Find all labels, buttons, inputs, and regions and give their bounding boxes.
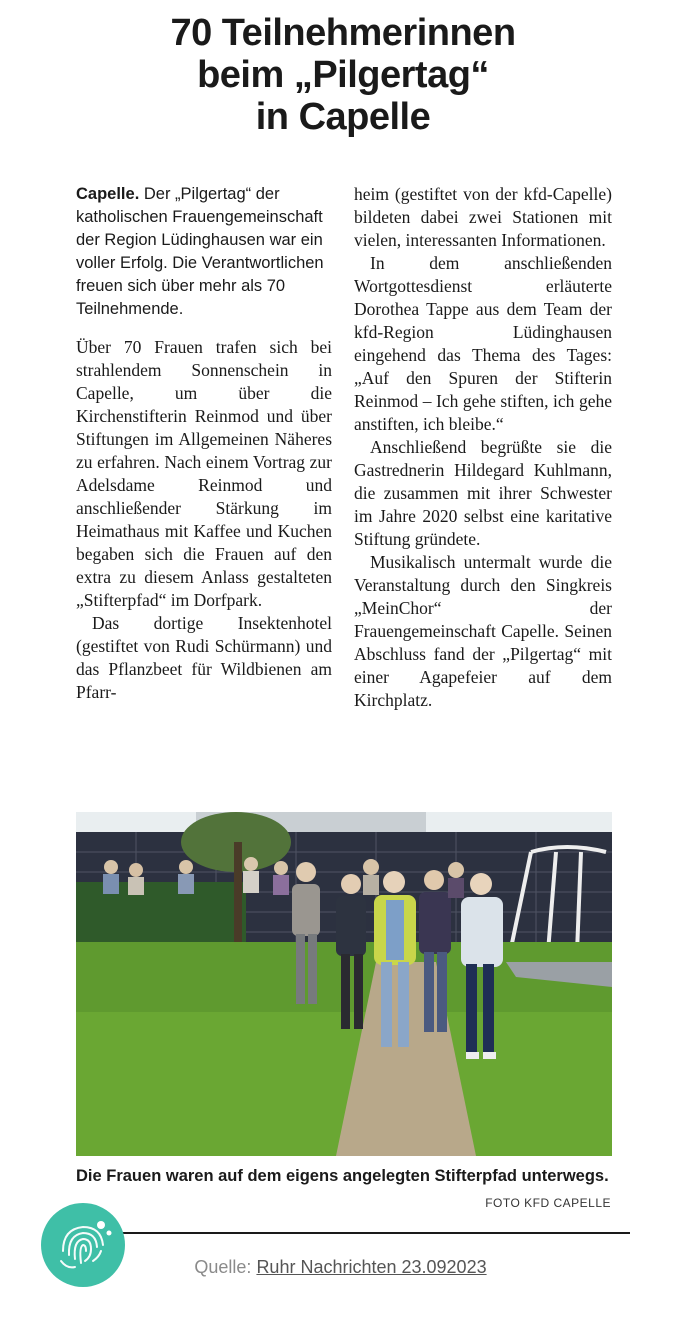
body-paragraph-2: Das dortige Insektenhotel (gestiftet von Rudi Schürmann) und das Pflanzbeet für Wildbienen am Pfarr- bbox=[76, 613, 332, 702]
photo-credit: FOTO KFD CAPELLE bbox=[485, 1196, 611, 1210]
source-line bbox=[0, 1257, 681, 1278]
divider-line bbox=[115, 1232, 630, 1234]
body-paragraph-3: In dem anschließenden Wortgottesdienst erläuterte Dorothea Tappe aus dem Team der kfd-Region Lüdinghausen eingehend das Thema des Tages: „Auf den Spuren der Stifterin Reinmod – Ich gehe stiften, ich gehe anstiften, ich bleibe.“ bbox=[354, 253, 612, 434]
article-headline bbox=[60, 12, 626, 138]
article-column-left bbox=[76, 183, 332, 704]
photo-group-of-women-on-path bbox=[76, 812, 612, 1156]
body-paragraph-5: Musikalisch untermalt wurde die Veranstaltung durch den Singkreis „MeinChor“ der Frauengemeinschaft Capelle. Seinen Abschluss fand der „Pilgertag“ mit einer Agapefeier auf dem Kirchplatz. bbox=[354, 552, 612, 710]
body-paragraph-2-continued: heim (gestiftet von der kfd-Capelle) bildeten dabei zwei Stationen mit vielen, interessanten Informationen. bbox=[354, 184, 612, 250]
body-paragraph-4: Anschließend begrüßte sie die Gastrednerin Hildegard Kuhlmann, die zusammen mit ihrer Schwester im Jahre 2020 selbst eine karitative Stiftung gründete. bbox=[354, 437, 612, 549]
headline-line-2: beim „Pilgertag“ bbox=[197, 54, 489, 96]
headline-line-1: 70 Teilnehmerinnen bbox=[170, 12, 516, 54]
article-column-right bbox=[354, 183, 612, 712]
source-label: Quelle: bbox=[194, 1257, 257, 1277]
headline-line-3: in Capelle bbox=[255, 96, 431, 138]
article-lead bbox=[76, 183, 332, 321]
photo-caption: Die Frauen waren auf dem eigens angelegten Stifterpfad unterwegs. bbox=[76, 1167, 609, 1185]
lead-text: Der „Pilgertag“ der katholischen Frauengemeinschaft der Region Lüdinghausen war ein voller Erfolg. Die Verantwortlichen freuen sich über mehr als 70 Teilnehmende. bbox=[76, 185, 324, 318]
article-photo bbox=[76, 812, 612, 1156]
dateline: Capelle. bbox=[76, 185, 140, 203]
body-paragraph-1: Über 70 Frauen trafen sich bei strahlendem Sonnenschein in Capelle, um über die Kirchenstifterin Reinmod und über Stiftungen im Allgemeinen Näheres zu erfahren. Nach einem Vortrag zur Adelsdame Reinmod und anschließender Stärkung im Heimathaus mit Kaffee und Kuchen begaben sich die Frauen auf den extra zu diesem Anlass gestalteten „Stifterpfad“ im Dorfpark. bbox=[76, 337, 332, 610]
source-link[interactable]: Ruhr Nachrichten 23.092023 bbox=[256, 1257, 487, 1277]
